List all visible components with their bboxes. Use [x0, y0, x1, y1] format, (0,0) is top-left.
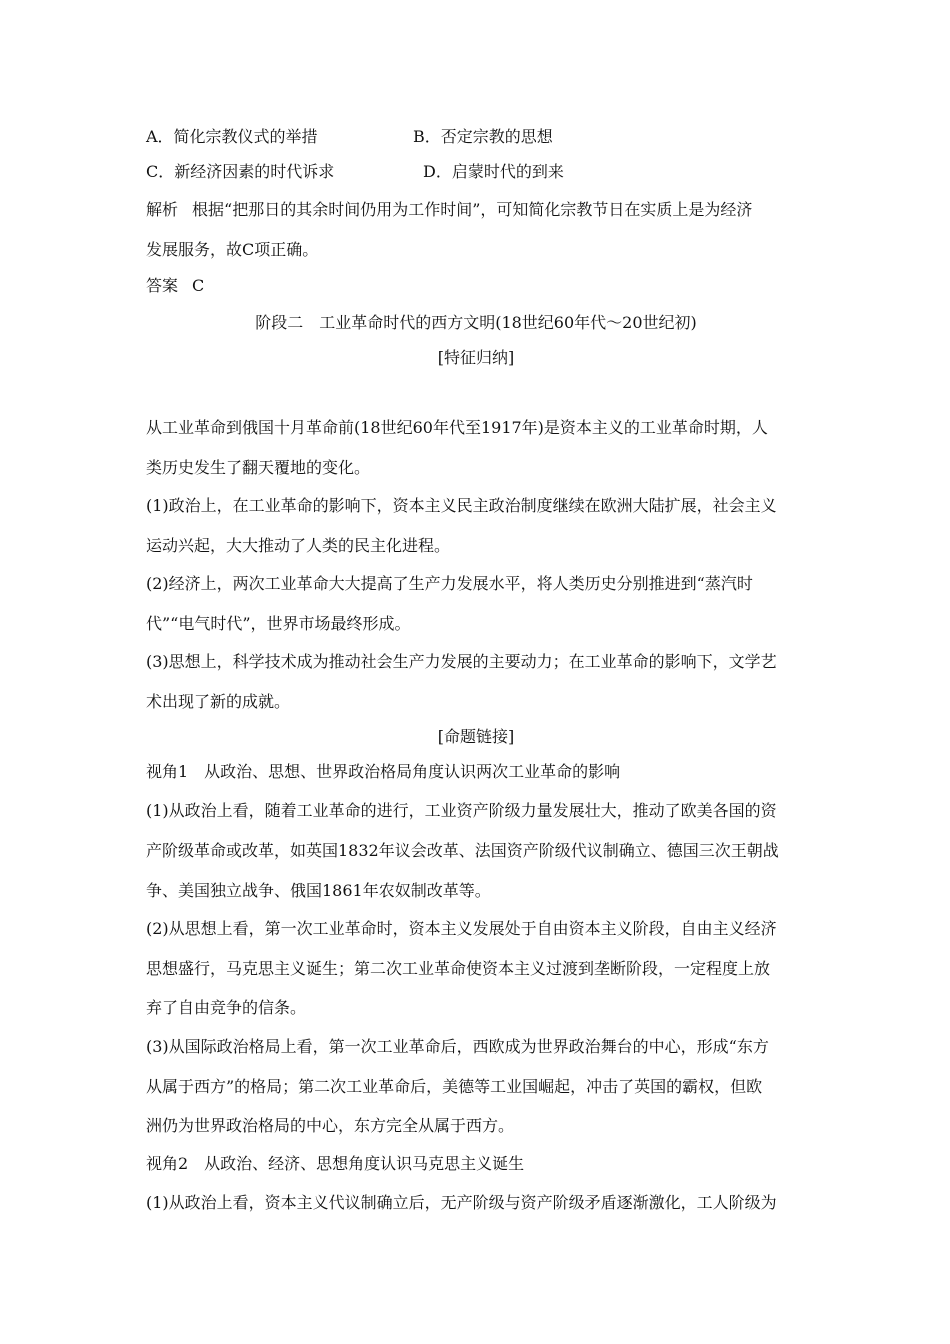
perspective-1-p2-line-3: 弃了自由竞争的信条。 — [146, 998, 307, 1017]
analysis-line-1 — [146, 200, 752, 220]
perspective-1-p3-line-1: (3)从国际政治格局上看，第一次工业革命后，西欧成为世界政治舞台的中心，形成“东方 — [146, 1037, 769, 1056]
stage-title: 阶段二 工业革命时代的西方文明(18世纪60年代～20世纪初) — [255, 313, 697, 332]
option-c: C．新经济因素的时代诉求 — [146, 162, 335, 181]
analysis-line-2: 发展服务，故C项正确。 — [146, 240, 319, 259]
perspective-1-p1-line-2: 产阶级革命或改革，如英国1832年议会改革、法国资产阶级代议制确立、德国三次王朝战 — [146, 841, 779, 860]
feature-heading: [特征归纳] — [437, 348, 515, 367]
perspective-1-p2-line-1: (2)从思想上看，第一次工业革命时，资本主义发展处于自由资本主义阶段，自由主义经济 — [146, 919, 777, 938]
perspective-2-p1-line-1: (1)从政治上看，资本主义代议制确立后，无产阶级与资产阶级矛盾逐渐激化，工人阶级为 — [146, 1193, 777, 1212]
perspective-1-title: 视角1 从政治、思想、世界政治格局角度认识两次工业革命的影响 — [146, 762, 621, 781]
feature-point-1-line-2: 运动兴起，大大推动了人类的民主化进程。 — [146, 536, 451, 555]
feature-point-2-line-2: 代”“电气时代”，世界市场最终形成。 — [146, 614, 411, 633]
answer-line — [146, 276, 204, 296]
answer-label: 答案 — [146, 276, 179, 295]
option-d: D．启蒙时代的到来 — [423, 162, 564, 181]
perspective-1-p3-line-2: 从属于西方”的格局；第二次工业革命后，美德等工业国崛起，冲击了英国的霸权，但欧 — [146, 1077, 763, 1096]
option-a: A．简化宗教仪式的举措 — [146, 127, 318, 146]
analysis-label: 解析 — [146, 200, 179, 219]
perspective-2-title: 视角2 从政治、经济、思想角度认识马克思主义诞生 — [146, 1154, 525, 1173]
answer-value: C — [192, 276, 205, 295]
analysis-text-1: 根据“把那日的其余时间仍用为工作时间”，可知简化宗教节日在实质上是为经济 — [192, 200, 753, 219]
feature-point-2-line-1: (2)经济上，两次工业革命大大提高了生产力发展水平，将人类历史分别推进到“蒸汽时 — [146, 574, 753, 593]
link-heading: [命题链接] — [437, 727, 515, 746]
feature-point-1-line-1: (1)政治上，在工业革命的影响下，资本主义民主政治制度继续在欧洲大陆扩展，社会主义 — [146, 496, 777, 515]
perspective-1-p3-line-3: 洲仍为世界政治格局的中心，东方完全从属于西方。 — [146, 1116, 515, 1135]
perspective-1-p2-line-2: 思想盛行，马克思主义诞生；第二次工业革命使资本主义过渡到垄断阶段，一定程度上放 — [146, 959, 771, 978]
intro-line-2: 类历史发生了翻天覆地的变化。 — [146, 458, 371, 477]
perspective-1-p1-line-1: (1)从政治上看，随着工业革命的进行，工业资产阶级力量发展壮大，推动了欧美各国的资 — [146, 801, 777, 820]
feature-point-3-line-1: (3)思想上，科学技术成为推动社会生产力发展的主要动力；在工业革命的影响下，文学艺 — [146, 652, 777, 671]
feature-point-3-line-2: 术出现了新的成就。 — [146, 692, 291, 711]
option-b: B．否定宗教的思想 — [413, 127, 553, 146]
perspective-1-p1-line-3: 争、美国独立战争、俄国1861年农奴制改革等。 — [146, 881, 491, 900]
intro-line-1: 从工业革命到俄国十月革命前(18世纪60年代至1917年)是资本主义的工业革命时期，人 — [146, 418, 768, 437]
